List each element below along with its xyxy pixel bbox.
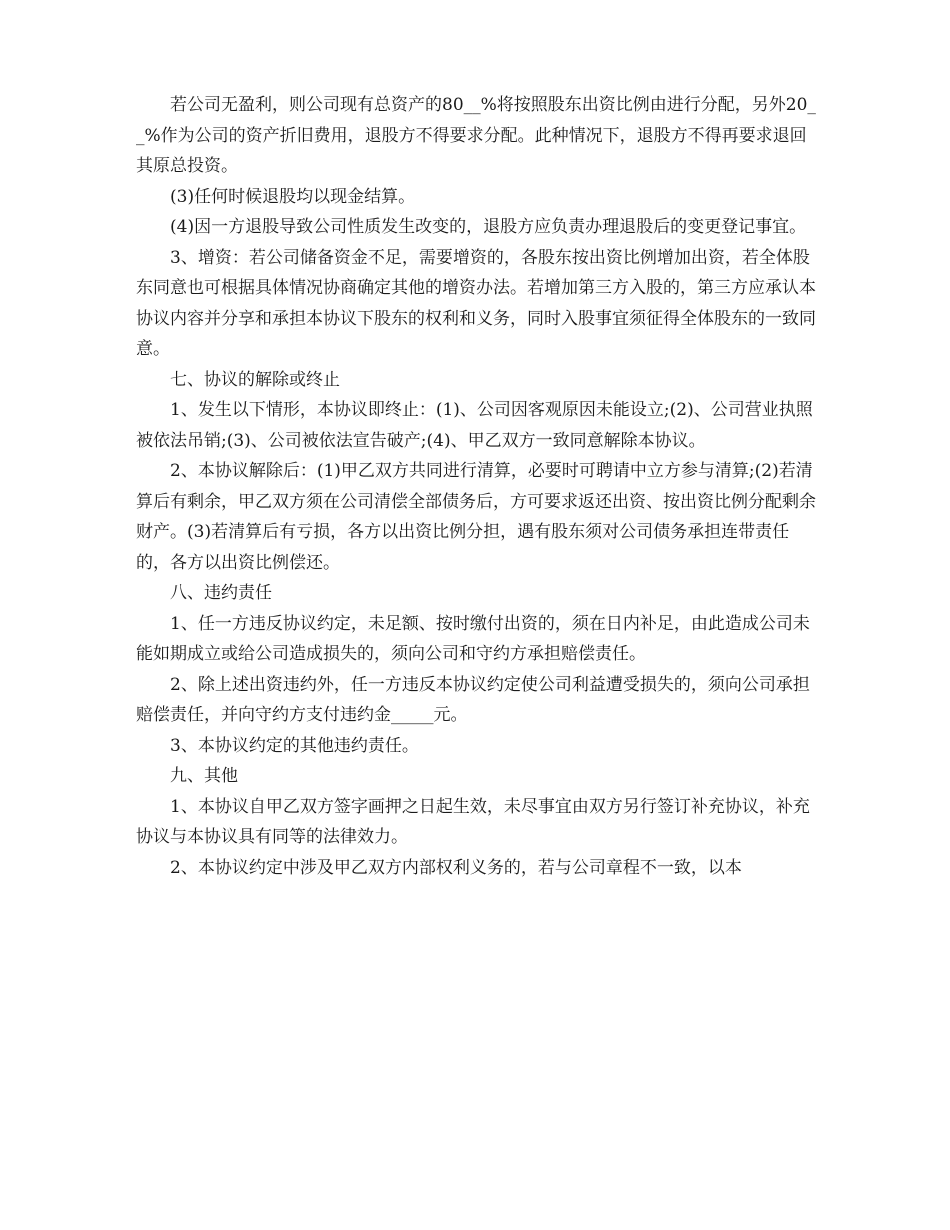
paragraph-breach-contribution: 1、任一方违反协议约定，未足额、按时缴付出资的，须在日内补足，由此造成公司未能如期成立或给公司造成损失的，须向公司和守约方承担赔偿责任。: [136, 613, 810, 664]
section-heading-termination: 七、协议的解除或终止: [170, 369, 340, 390]
paragraph-termination-conditions: 1、发生以下情形，本协议即终止：(1)、公司因客观原因未能设立;(2)、公司营业执照被依法吊销;(3)、公司被依法宣告破产;(4)、甲乙双方一致同意解除本协议。: [136, 400, 813, 451]
paragraph-effectiveness: 1、本协议自甲乙双方签字画押之日起生效，未尽事宜由双方另行签订补充协议，补充协议与本协议具有同等的法律效力。: [136, 796, 810, 847]
document-body: [136, 90, 816, 883]
paragraph-cash-settlement: (3)任何时候退股均以现金结算。: [170, 186, 416, 207]
section-heading-breach: 八、违约责任: [170, 583, 272, 603]
paragraph-breach-damages: 2、除上述出资违约外，任一方违反本协议约定使公司利益遭受损失的，须向公司承担赔偿责任，并向守约方支付违约金_____元。: [136, 674, 810, 725]
paragraph-liquidation: 2、本协议解除后：(1)甲乙双方共同进行清算，必要时可聘请中立方参与清算;(2)若清算后有剩余，甲乙双方须在公司清偿全部债务后，方可要求返还出资、按出资比例分配剩余财产。(3)若清算后有亏损，各方以出资比例分担，遇有股东须对公司债务承担连带责任的，各方以出资比例偿还。: [136, 461, 816, 573]
paragraph-profit-distribution: 若公司无盈利，则公司现有总资产的80__%将按照股东出资比例由进行分配，另外20__%作为公司的资产折旧费用，退股方不得要求分配。此种情况下，退股方不得再要求退回其原总投资。: [136, 95, 816, 176]
paragraph-change-registration: (4)因一方退股导致公司性质发生改变的，退股方应负责办理退股后的变更登记事宜。: [170, 217, 807, 237]
paragraph-articles-conflict: 2、本协议约定中涉及甲乙双方内部权利义务的，若与公司章程不一致，以本: [170, 857, 742, 878]
paragraph-other-breach: 3、本协议约定的其他违约责任。: [170, 735, 419, 756]
section-heading-other: 九、其他: [170, 766, 238, 786]
paragraph-capital-increase: 3、增资：若公司储备资金不足，需要增资的，各股东按出资比例增加出资，若全体股东同意也可根据具体情况协商确定其他的增资办法。若增加第三方入股的，第三方应承认本协议内容并分享和承担本协议下股东的权利和义务，同时入股事宜须征得全体股东的一致同意。: [136, 247, 816, 359]
